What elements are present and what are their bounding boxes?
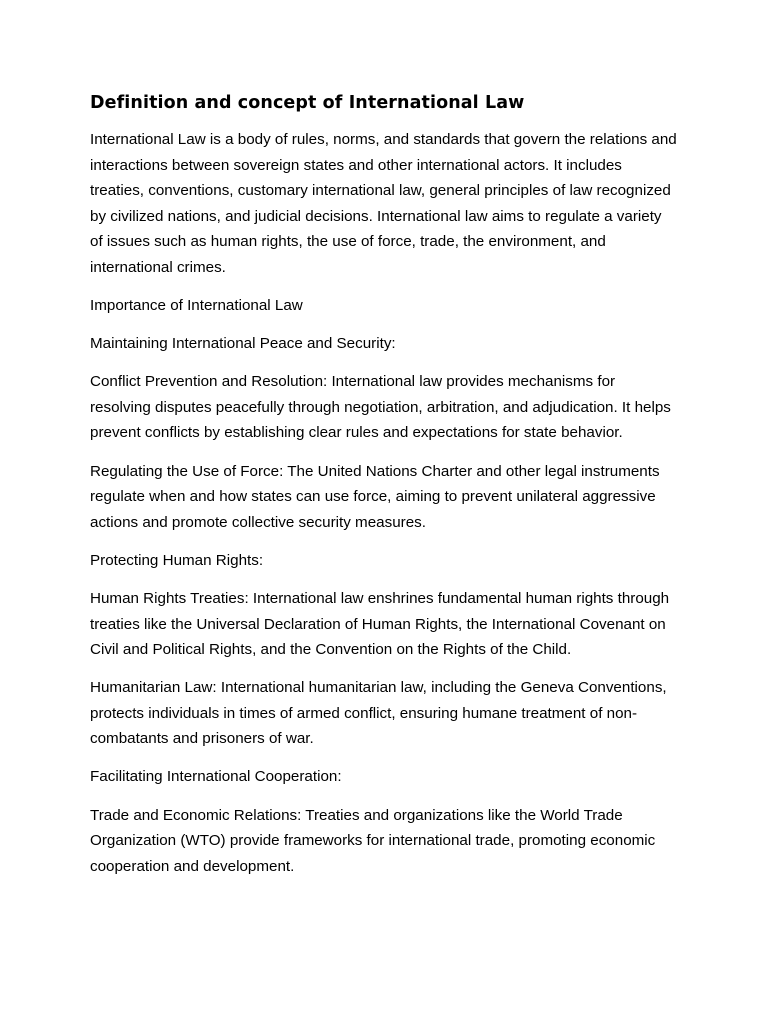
- paragraph-importance-heading: Importance of International Law: [90, 297, 303, 315]
- paragraph-use-of-force: Regulating the Use of Force: The United Nations Charter and other legal instruments regulate when and how states can use force, aiming to prevent unilateral aggressive actions and promote collective security measures.: [90, 462, 660, 531]
- paragraph-conflict-prevention: Conflict Prevention and Resolution: International law provides mechanisms for resolving disputes peacefully through negotiation, arbitration, and adjudication. It helps prevent conflicts by establishing clear rules and expectations for state behavior.: [90, 373, 671, 442]
- paragraph-humanitarian-law: Humanitarian Law: International humanitarian law, including the Geneva Conventions, protects individuals in times of armed conflict, ensuring humane treatment of non-combatants and prisoners of war.: [90, 679, 667, 748]
- paragraph-human-rights-heading: Protecting Human Rights:: [90, 551, 264, 569]
- paragraph-peace-security-heading: Maintaining International Peace and Security:: [90, 335, 396, 353]
- paragraph-human-rights-treaties: Human Rights Treaties: International law enshrines fundamental human rights through treaties like the Universal Declaration of Human Rights, the International Covenant on Civil and Political Rights, and the Convention on the Rights of the Child.: [90, 589, 670, 659]
- paragraph-cooperation-heading: Facilitating International Cooperation:: [90, 768, 342, 786]
- document-title: Definition and concept of International Law: [90, 93, 525, 113]
- paragraph-definition: International Law is a body of rules, norms, and standards that govern the relations and interactions between sovereign states and other international actors. It includes treaties, conventions, customary international law, general principles of law recognized by civilized nations, and judicial decisions. International law aims to regulate a variety of issues such as human rights, the use of force, trade, the environment, and international crimes.: [90, 131, 677, 276]
- paragraph-trade-economic: Trade and Economic Relations: Treaties and organizations like the World Trade Organization (WTO) provide frameworks for international trade, promoting economic cooperation and development.: [90, 806, 656, 875]
